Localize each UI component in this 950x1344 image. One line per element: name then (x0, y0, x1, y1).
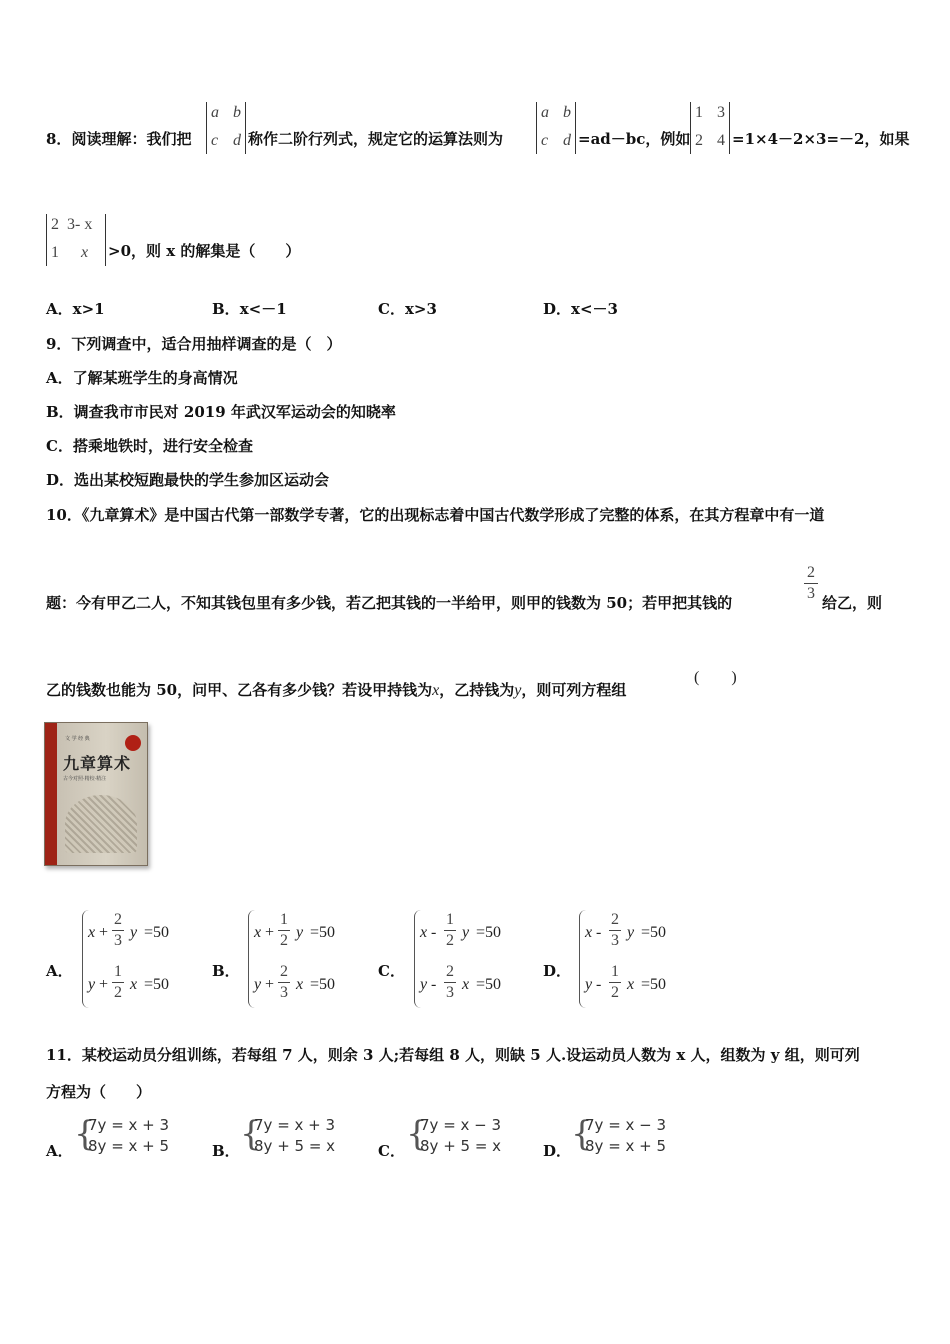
denominator: 2 (280, 932, 288, 949)
equals-value: =50 (144, 924, 170, 941)
numerator: 1 (446, 911, 454, 928)
variable: x (130, 976, 138, 993)
book-title: 九章算术 (63, 754, 132, 773)
denominator: 3 (446, 984, 454, 1001)
brace: { (240, 1114, 262, 1154)
q10-option-d-label: D． (543, 962, 572, 980)
equals-value: =50 (641, 924, 667, 941)
q11-option-c-label: C． (378, 1142, 405, 1160)
variable: x (462, 976, 470, 993)
q8-stem-lead: 8．阅读理解：我们把 (46, 130, 192, 148)
fraction (278, 911, 290, 950)
q8-option-b: B．x<－1 (212, 300, 287, 318)
q10-stem-line2a: 题：今有甲乙二人，不知其钱包里有多少钱，若乙把其钱的一半给甲，则甲的钱数为 50；若甲把其钱的 (46, 594, 733, 612)
q11-option-b-equation-2: 8y + 5 = x (254, 1137, 336, 1155)
q10-option-a-label: A． (46, 962, 73, 980)
q9-option-d: D．选出某校短跑最快的学生参加区运动会 (46, 471, 330, 489)
q11-option-c-equation-2: 8y + 5 = x (420, 1137, 502, 1155)
q8-option-d: D．x<－3 (543, 300, 618, 318)
denominator: 2 (446, 932, 454, 949)
operator: - (596, 924, 602, 941)
q11-option-b-label: B． (212, 1142, 240, 1160)
q10-stem-line1: 10．《九章算术》是中国古代第一部数学专著，它的出现标志着中国古代数学形成了完整的体系，在其方程章中有一道 (46, 506, 825, 524)
numerator: 1 (611, 963, 619, 980)
variable: x (627, 976, 635, 993)
variable: y (88, 976, 96, 993)
variable: y (462, 924, 470, 941)
numerator: 2 (114, 911, 122, 928)
numerator: 2 (446, 963, 454, 980)
equals-value: =50 (310, 924, 336, 941)
book-cover-image (44, 722, 148, 866)
equals-value: =50 (144, 976, 170, 993)
q9-option-a: A．了解某班学生的身高情况 (46, 369, 238, 387)
q11-option-a-label: A． (46, 1142, 73, 1160)
q9-stem: 9．下列调查中，适合用抽样调查的是（ ） (46, 335, 342, 353)
operator: + (99, 976, 109, 993)
fraction (609, 911, 621, 950)
q8-determinant-example: 1 3 2 4 (690, 102, 730, 154)
fraction (609, 963, 621, 1002)
q10-stem-line3: 乙的钱数也能为 50，问甲、乙各有多少钱？若设甲持钱为x，乙持钱为y，则可列方程组 (46, 681, 627, 699)
q8-stem-example: =1×4－2×3=－2，如果 (732, 130, 910, 148)
q10-option-c-label: C． (378, 962, 405, 980)
numerator: 2 (611, 911, 619, 928)
variable: x (88, 924, 96, 941)
variable: y (296, 924, 304, 941)
denominator: 3 (280, 984, 288, 1001)
book-brand: 文 学 经 典 (65, 736, 90, 742)
q8-stem-mid: 称作二阶行列式，规定它的运算法则为 (248, 130, 504, 148)
variable: y (420, 976, 428, 993)
q8-determinant-general: a b c d (206, 102, 246, 154)
q9-option-c: C．搭乘地铁时，进行安全检查 (46, 437, 253, 455)
denominator: 2 (611, 984, 619, 1001)
equals-value: =50 (641, 976, 667, 993)
q11-option-b-equation-1: 7y = x + 3 (254, 1116, 336, 1134)
operator: + (99, 924, 109, 941)
variable: y (627, 924, 635, 941)
q8-stem-rule: =ad－bc，例如 (578, 130, 691, 148)
q8-option-a: A．x>1 (46, 300, 105, 318)
numerator: 1 (114, 963, 122, 980)
q11-stem-line2: 方程为（ ） (46, 1083, 152, 1101)
q11-option-c-equation-1: 7y = x − 3 (420, 1116, 502, 1134)
q8-condition: >0，则 x 的解集是（ ） (108, 242, 301, 260)
q11-option-a-equation-2: 8y = x + 5 (88, 1137, 170, 1155)
fraction (278, 963, 290, 1002)
q11-option-d-equation-2: 8y = x + 5 (585, 1137, 667, 1155)
q10-stem-line2b: 给乙，则 (822, 594, 883, 612)
fraction (112, 911, 124, 950)
q9-option-b: B．调查我市市民对 2019 年武汉军运动会的知晓率 (46, 403, 396, 421)
variable: x (585, 924, 593, 941)
q11-stem-line1: 11．某校运动员分组训练，若每组 7 人，则余 3 人;若每组 8 人，则缺 5 人.设运动员人数为 x 人，组数为 y 组，则可列 (46, 1046, 860, 1064)
brace: { (74, 1114, 96, 1154)
variable: y (585, 976, 593, 993)
fraction (444, 911, 456, 950)
variable: x (296, 976, 304, 993)
numerator: 2 (280, 963, 288, 980)
q8-option-c: C．x>3 (378, 300, 437, 318)
denominator: 3 (114, 932, 122, 949)
brace: { (571, 1114, 593, 1154)
q11-option-d-equation-1: 7y = x − 3 (585, 1116, 667, 1134)
variable: x (420, 924, 428, 941)
q11-option-a-equation-1: 7y = x + 3 (88, 1116, 170, 1134)
fraction (112, 963, 124, 1002)
operator: + (265, 976, 275, 993)
variable: y (254, 976, 262, 993)
q10-option-b-label: B． (212, 962, 240, 980)
operator: + (265, 924, 275, 941)
q8-determinant-rule: a b c d (536, 102, 576, 154)
equals-value: =50 (310, 976, 336, 993)
operator: - (431, 976, 437, 993)
q11-option-d-label: D． (543, 1142, 572, 1160)
operator: - (596, 976, 602, 993)
variable: x (254, 924, 262, 941)
book-subtitle: 古今对照·精校·精注 (63, 776, 107, 782)
numerator: 1 (280, 911, 288, 928)
operator: - (431, 924, 437, 941)
q10-fraction-two-thirds: 2 3 (804, 564, 818, 603)
equals-value: =50 (476, 924, 502, 941)
brace: { (406, 1114, 428, 1154)
denominator: 2 (114, 984, 122, 1001)
q8-determinant-question: 2 3- x 1 x (46, 214, 106, 266)
equals-value: =50 (476, 976, 502, 993)
denominator: 3 (611, 932, 619, 949)
variable: y (130, 924, 138, 941)
q10-answer-paren: ( ) (694, 669, 737, 686)
fraction (444, 963, 456, 1002)
